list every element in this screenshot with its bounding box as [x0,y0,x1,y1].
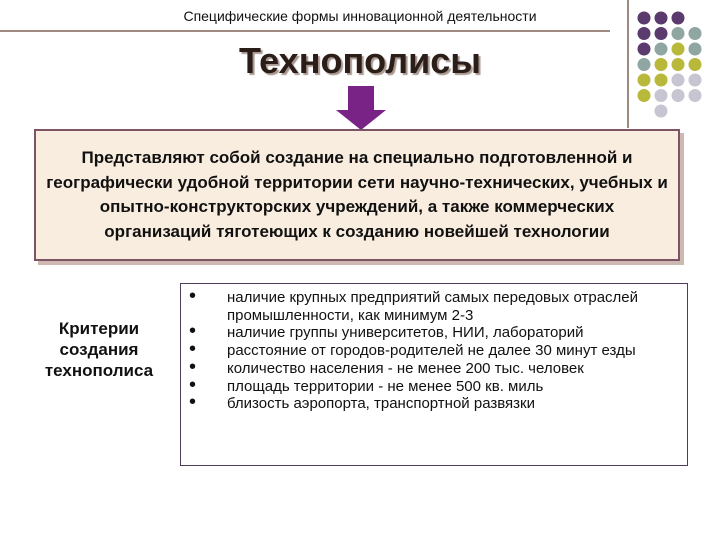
bullet-icon: • [189,355,197,378]
down-arrow-icon [336,86,386,130]
criteria-item-text: наличие крупных предприятий самых передовых отраслей промышленности, как минимум 2-3 [227,289,639,324]
bullet-icon: • [189,285,197,307]
decorative-dot [655,89,668,102]
criteria-item-text: расстояние от городов-родителей не далее 30 минут езды [227,342,636,360]
criteria-item [181,338,686,361]
decorative-dot [672,89,685,102]
definition-box [34,129,680,261]
criteria-item [181,320,686,343]
bullet-icon: • [189,338,197,361]
criteria-item [181,355,686,378]
criteria-item [181,391,686,414]
criteria-item-text: площадь территории - не менее 500 кв. миль [227,377,544,395]
decorative-dot [655,105,668,118]
decorative-dot [638,12,651,25]
decorative-dot [655,27,668,40]
decorative-dot [689,89,702,102]
criteria-list [181,285,686,414]
bullet-icon: • [189,320,197,343]
definition-text: Представляют собой создание на специально подготовленной и географически удобной территории сети научно-технических, учебных и опытно-конструкторских учреждений, а также коммерческих организаций тяготеющих к созданию новейшей технологии [46,148,668,241]
decorative-dot [672,12,685,25]
criteria-label: Критерии создания технополиса [44,319,154,380]
criteria-item [181,285,686,324]
bullet-icon: • [189,391,197,414]
slide-title: Технополисы [238,40,482,81]
criteria-item-text: количество населения - не менее 200 тыс. человек [227,359,584,377]
decorative-dot [638,89,651,102]
criteria-item-text: близость аэропорта, транспортной развязки [227,395,535,413]
slide-subtitle: Специфические формы инновационной деятельности [183,8,537,24]
bullet-icon: • [189,373,197,396]
criteria-item-text: наличие группы университетов, НИИ, лабораторий [227,324,584,342]
decorative-dot [672,27,685,40]
decorative-dot [655,12,668,25]
decorative-dot [689,27,702,40]
header-divider [0,30,610,32]
decorative-dot [638,27,651,40]
criteria-item [181,373,686,396]
